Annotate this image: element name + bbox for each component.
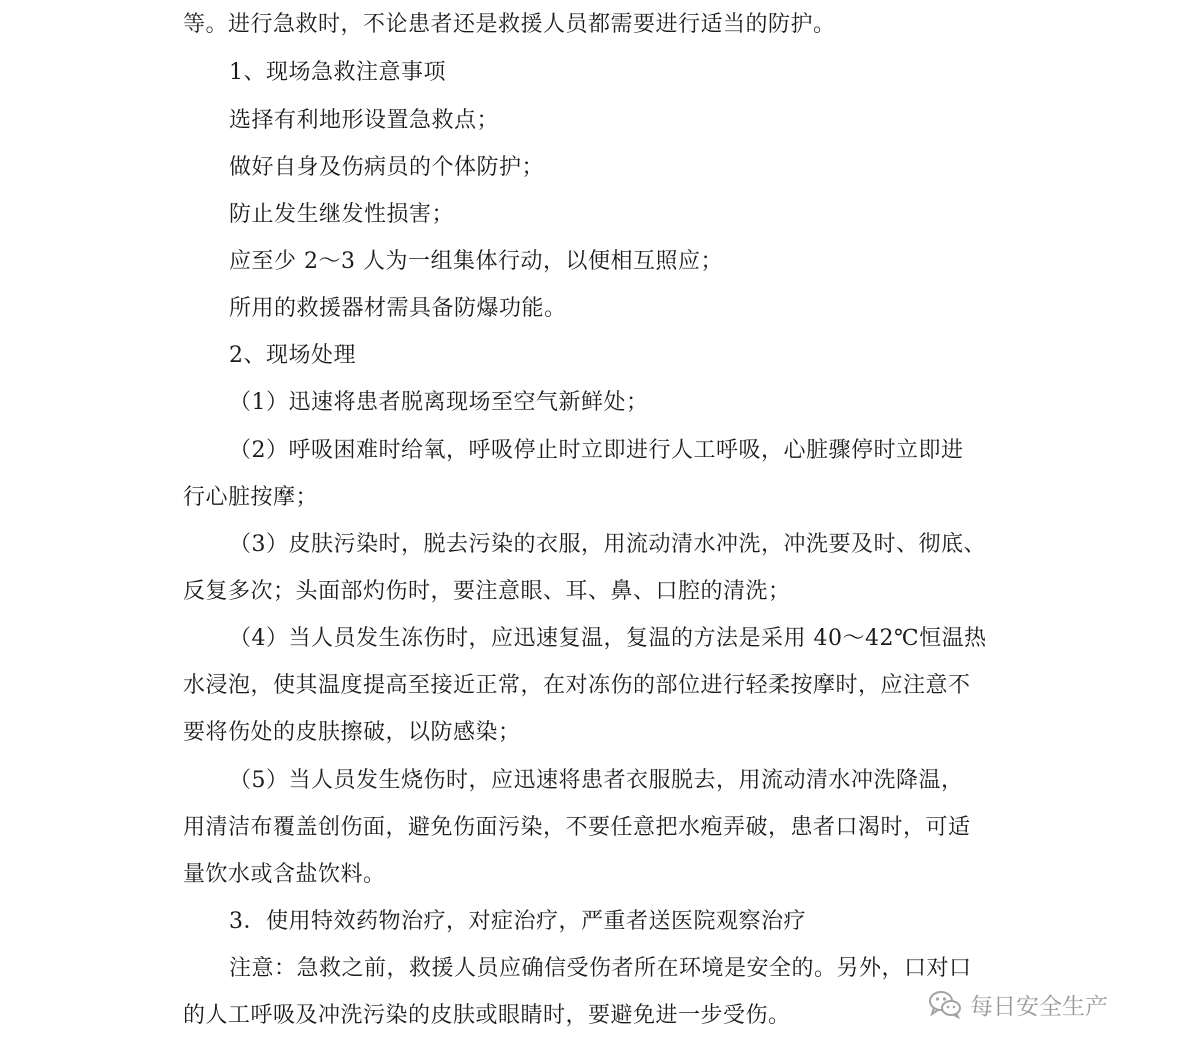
text-line: 等。进行急救时，不论患者还是救援人员都需要进行适当的防护。 [183, 12, 836, 37]
text-line: （2）呼吸困难时给氧，呼吸停止时立即进行人工呼吸，心脏骤停时立即进 [229, 438, 964, 463]
text-line: 水浸泡，使其温度提高至接近正常，在对冻伤的部位进行轻柔按摩时，应注意不 [183, 673, 971, 698]
text-line: 防止发生继发性损害； [229, 202, 455, 227]
text-line: （4）当人员发生冻伤时，应迅速复温，复温的方法是采用 40～42℃恒温热 [229, 626, 987, 651]
watermark [928, 986, 1108, 1022]
section-heading-1: 1、现场急救注意事项 [229, 60, 446, 85]
text-line: 要将伤处的皮肤擦破，以防感染； [183, 720, 521, 745]
wechat-icon [928, 989, 962, 1019]
text-line: 应至少 2～3 人为一组集体行动，以便相互照应； [229, 249, 723, 274]
text-line: 做好自身及伤病员的个体防护； [229, 155, 545, 180]
text-line: 用清洁布覆盖创伤面，避免伤面污染，不要任意把水疱弄破，患者口渴时，可适 [183, 815, 971, 840]
watermark-text: 每日安全生产 [970, 993, 1108, 1020]
text-line: 注意：急救之前，救援人员应确信受伤者所在环境是安全的。另外，口对口 [229, 956, 972, 981]
text-line: 行心脏按摩； [183, 485, 319, 510]
text-line: （3）皮肤污染时，脱去污染的衣服，用流动清水冲洗，冲洗要及时、彻底、 [229, 532, 986, 557]
text-line: （1）迅速将患者脱离现场至空气新鲜处； [229, 390, 649, 415]
text-line: 的人工呼吸及冲洗污染的皮肤或眼睛时，要避免进一步受伤。 [183, 1003, 791, 1028]
text-line: 量饮水或含盐饮料。 [183, 862, 386, 887]
section-heading-2: 2、现场处理 [229, 343, 356, 368]
section-heading-3: 3．使用特效药物治疗，对症治疗，严重者送医院观察治疗 [229, 909, 806, 934]
text-line: （5）当人员发生烧伤时，应迅速将患者衣服脱去，用流动清水冲洗降温， [229, 768, 964, 793]
text-line: 所用的救援器材需具备防爆功能。 [229, 296, 567, 321]
text-line: 反复多次；头面部灼伤时，要注意眼、耳、鼻、口腔的清洗； [183, 579, 791, 604]
text-line: 选择有利地形设置急救点； [229, 108, 500, 133]
